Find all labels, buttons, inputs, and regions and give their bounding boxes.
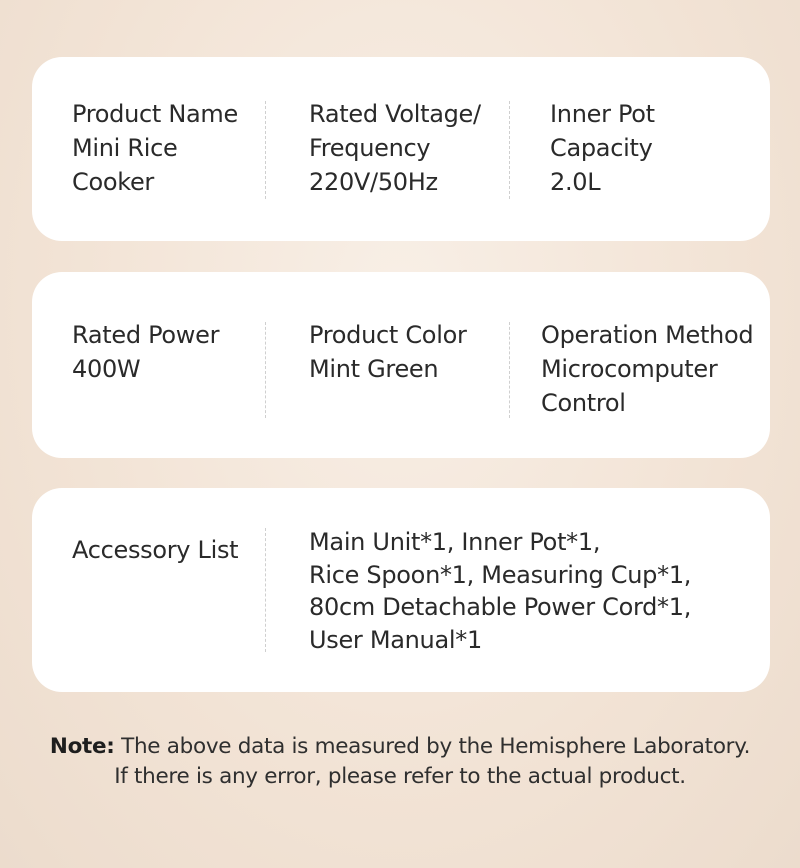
rated-voltage-label-line-2: Frequency xyxy=(309,134,431,162)
operation-method-value-line-2: Control xyxy=(541,389,626,417)
inner-pot-capacity-value: 2.0L xyxy=(550,168,601,196)
rated-power-label: Rated Power xyxy=(72,321,220,349)
accessory-item-line: 80cm Detachable Power Cord*1, xyxy=(309,593,692,621)
operation-method-label: Operation Method xyxy=(541,321,754,349)
rated-voltage-value: 220V/50Hz xyxy=(309,168,438,196)
spec-card-power xyxy=(32,272,770,458)
product-name-label: Product Name xyxy=(72,100,238,128)
accessory-item-line: Main Unit*1, Inner Pot*1, xyxy=(309,528,601,556)
note-label: Note: xyxy=(49,734,115,759)
note-text-2: If there is any error, please refer to the actual product. xyxy=(114,764,686,789)
inner-pot-label-line-2: Capacity xyxy=(550,134,653,162)
product-color-value: Mint Green xyxy=(309,355,439,383)
rated-power-value: 400W xyxy=(72,355,141,383)
product-name-value-line-2: Cooker xyxy=(72,168,155,196)
product-color-cell xyxy=(309,318,467,386)
product-name-cell xyxy=(72,97,238,199)
product-color-label: Product Color xyxy=(309,321,467,349)
column-divider xyxy=(509,322,510,418)
accessory-list-label: Accessory List xyxy=(72,536,239,564)
inner-pot-label-line-1: Inner Pot xyxy=(550,100,655,128)
rated-voltage-label-line-1: Rated Voltage/ xyxy=(309,100,481,128)
accessory-item-line: User Manual*1 xyxy=(309,625,482,654)
product-name-value-line-1: Mini Rice xyxy=(72,134,178,162)
operation-method-value-line-1: Microcomputer xyxy=(541,355,718,383)
column-divider xyxy=(265,528,266,652)
note-line-1 xyxy=(0,732,800,762)
inner-pot-capacity-cell xyxy=(550,97,655,199)
rated-voltage-cell xyxy=(309,97,481,199)
spec-card-accessories xyxy=(32,488,770,692)
column-divider xyxy=(509,101,510,199)
note-text-1: The above data is measured by the Hemisphere Laboratory. xyxy=(114,734,751,759)
spec-card-basic xyxy=(32,57,770,241)
accessory-list-label-cell xyxy=(72,533,238,567)
accessory-item-line: Rice Spoon*1, Measuring Cup*1, xyxy=(309,560,692,589)
accessory-list-items xyxy=(309,526,691,656)
operation-method-cell xyxy=(541,318,753,420)
column-divider xyxy=(265,101,266,199)
disclaimer-note xyxy=(0,732,800,792)
rated-power-cell xyxy=(72,318,219,386)
column-divider xyxy=(265,322,266,418)
